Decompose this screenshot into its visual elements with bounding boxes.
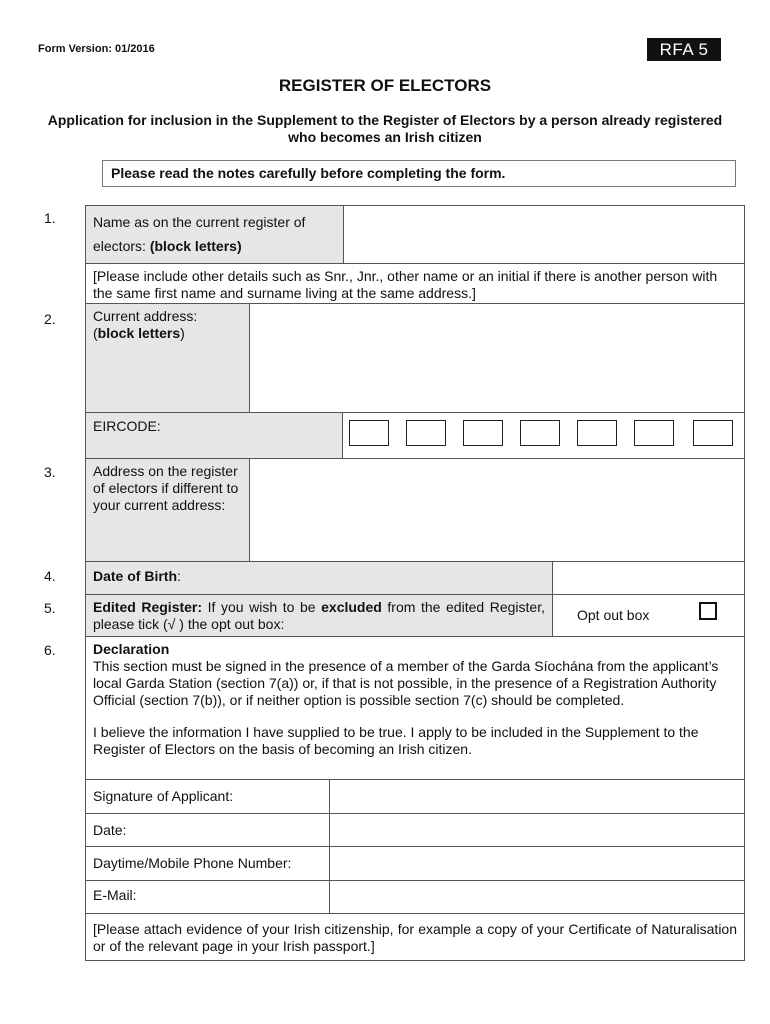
phone-field[interactable]	[329, 846, 745, 881]
edited-register-label	[85, 594, 553, 637]
section-4-number: 4.	[44, 568, 56, 584]
page-title: REGISTER OF ELECTORS	[278, 76, 492, 95]
eircode-box-5[interactable]	[577, 420, 617, 446]
opt-out-checkbox[interactable]	[699, 602, 717, 620]
date-field[interactable]	[329, 813, 745, 847]
section-6-number: 6.	[44, 642, 56, 658]
eircode-box-6[interactable]	[634, 420, 674, 446]
dob-label-suffix: :	[177, 568, 181, 584]
address-label-line1: Current address:	[93, 308, 198, 324]
current-address-field[interactable]	[249, 303, 745, 413]
edited-register-end: from the edited Register, please tick (√ ) the opt out box:	[93, 599, 545, 632]
section-1-number: 1.	[44, 210, 56, 226]
email-field[interactable]	[329, 880, 745, 914]
signature-field[interactable]	[329, 779, 745, 814]
name-label-line2	[93, 234, 336, 258]
address-label-open: (	[93, 325, 98, 341]
notice-text: Please read the notes carefully before completing the form.	[111, 165, 506, 181]
eircode-box-3[interactable]	[463, 420, 503, 446]
eircode-box-2[interactable]	[406, 420, 446, 446]
edited-register-mid: If you wish to be	[202, 599, 322, 615]
address-label-close: )	[180, 325, 185, 341]
name-note: [Please include other details such as Snr., Jnr., other name or an initial if there is another person with the same first name and surname living at the same address.]	[85, 263, 745, 304]
notice-box	[102, 160, 736, 187]
address-label-bold: block letters	[97, 325, 181, 341]
opt-out-label: Opt out box	[552, 594, 745, 637]
declaration-block	[85, 636, 745, 780]
signature-label: Signature of Applicant:	[85, 779, 330, 814]
email-label: E-Mail:	[85, 880, 330, 914]
register-address-field[interactable]	[249, 458, 745, 562]
section-3-label: Address on the register of electors if different to your current address:	[85, 458, 250, 562]
date-label: Date:	[85, 813, 330, 847]
eircode-box-7[interactable]	[693, 420, 733, 446]
edited-register-excluded: excluded	[321, 599, 382, 615]
section-2-label	[85, 303, 250, 413]
section-1-label	[85, 205, 344, 264]
section-3-number: 3.	[44, 464, 56, 480]
address-label-line2	[93, 325, 242, 342]
eircode-label: EIRCODE:	[85, 412, 343, 459]
eircode-box-4[interactable]	[520, 420, 560, 446]
section-5-number: 5.	[44, 600, 56, 616]
attach-note: [Please attach evidence of your Irish citizenship, for example a copy of your Certificate of Naturalisation or of the relevant page in your Irish passport.]	[85, 913, 745, 961]
declaration-paragraph-2: I believe the information I have supplied to be true. I apply to be included in the Supplement to the Register of Electors on the basis of becoming an Irish citizen.	[93, 724, 699, 757]
phone-label: Daytime/Mobile Phone Number:	[85, 846, 330, 881]
declaration-paragraph-1: This section must be signed in the presence of a member of the Garda Síochána from the applicant’s local Garda Station (section 7(a)) or, if that is not possible, in the presence of a Registration Authority Official (section 7(b)), or if neither option is possible section 7(c) should be completed.	[93, 658, 719, 708]
name-label-prefix: electors:	[93, 238, 150, 254]
form-version: Form Version: 01/2016	[38, 43, 155, 55]
edited-register-bold: Edited Register:	[93, 599, 203, 615]
dob-label	[85, 561, 553, 595]
dob-label-bold: Date of Birth	[93, 568, 177, 584]
name-label-line1: Name as on the current register of	[93, 214, 306, 230]
dob-field[interactable]	[552, 561, 745, 595]
declaration-heading: Declaration	[93, 641, 170, 657]
section-2-number: 2.	[44, 311, 56, 327]
page-subtitle: Application for inclusion in the Supplement to the Register of Electors by a person already registered who becomes an Irish citizen	[47, 112, 723, 145]
eircode-box-1[interactable]	[349, 420, 389, 446]
name-label-bold: (block letters)	[149, 238, 242, 254]
form-code-badge: RFA 5	[647, 38, 721, 61]
name-field[interactable]	[343, 205, 745, 264]
